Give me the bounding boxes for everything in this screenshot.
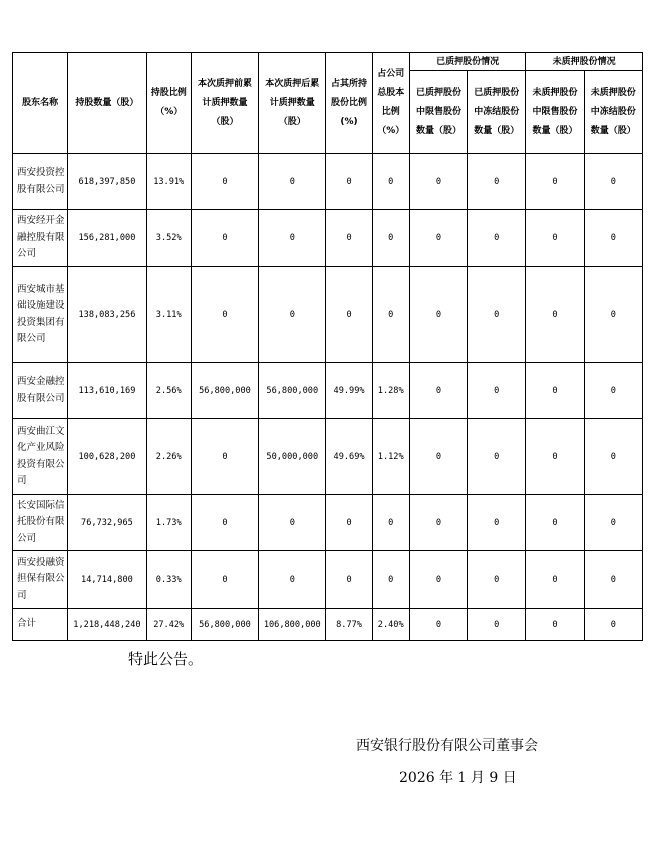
- own-ratio-cell: 0: [326, 551, 372, 609]
- table-row: [13, 363, 643, 419]
- unpledged-restricted-cell: 0: [526, 551, 584, 609]
- before-cell: 0: [191, 210, 258, 267]
- unpledged-restricted-cell: 0: [526, 495, 584, 551]
- unpledged-restricted-cell: 0: [526, 267, 584, 363]
- header-after: 本次质押后累计质押数量（股）: [259, 53, 326, 154]
- ratio-cell: 13.91%: [146, 154, 191, 210]
- total-ratio-cell: 0: [372, 267, 409, 363]
- own-ratio-cell: 0: [326, 495, 372, 551]
- shareholder-name: 西安经开金融控股有限公司: [13, 210, 68, 267]
- own-ratio-cell: 0: [326, 267, 372, 363]
- header-ratio: 持股比例（%）: [146, 53, 191, 154]
- after-cell: 106,800,000: [259, 609, 326, 641]
- header-unpledged-frozen: 未质押股份中冻结股份数量（股）: [584, 71, 642, 154]
- pledged-restricted-cell: 0: [409, 154, 467, 210]
- pledged-restricted-cell: 0: [409, 551, 467, 609]
- before-cell: 0: [191, 267, 258, 363]
- table-row: [13, 551, 643, 609]
- after-cell: 0: [259, 495, 326, 551]
- pledged-frozen-cell: 0: [468, 419, 526, 495]
- total-ratio-cell: 0: [372, 210, 409, 267]
- header-unpledged-group: 未质押股份情况: [526, 53, 643, 71]
- before-cell: 0: [191, 551, 258, 609]
- after-cell: 0: [259, 154, 326, 210]
- before-cell: 0: [191, 154, 258, 210]
- ratio-cell: 2.26%: [146, 419, 191, 495]
- unpledged-frozen-cell: 0: [584, 267, 642, 363]
- total-row: [13, 609, 643, 641]
- shares-cell: 76,732,965: [68, 495, 146, 551]
- total-ratio-cell: 0: [372, 495, 409, 551]
- after-cell: 50,000,000: [259, 419, 326, 495]
- header-pledged-frozen: 已质押股份中冻结股份数量（股）: [468, 71, 526, 154]
- unpledged-frozen-cell: 0: [584, 210, 642, 267]
- total-ratio-cell: 0: [372, 154, 409, 210]
- ratio-cell: 27.42%: [146, 609, 191, 641]
- announcement-date: 2026 年 1 月 9 日: [399, 770, 517, 786]
- ratio-cell: 0.33%: [146, 551, 191, 609]
- table-row: [13, 495, 643, 551]
- shares-cell: 1,218,448,240: [68, 609, 146, 641]
- shares-cell: 14,714,800: [68, 551, 146, 609]
- header-shares: 持股数量（股）: [68, 53, 146, 154]
- ratio-cell: 1.73%: [146, 495, 191, 551]
- shareholder-name: 西安城市基础设施建设投资集团有限公司: [13, 267, 68, 363]
- unpledged-restricted-cell: 0: [526, 210, 584, 267]
- total-label: 合计: [13, 609, 68, 641]
- pledged-frozen-cell: 0: [468, 210, 526, 267]
- shares-cell: 156,281,000: [68, 210, 146, 267]
- shareholder-name: 长安国际信托股份有限公司: [13, 495, 68, 551]
- unpledged-frozen-cell: 0: [584, 495, 642, 551]
- pledged-restricted-cell: 0: [409, 495, 467, 551]
- header-unpledged-restricted: 未质押股份中限售股份数量（股）: [526, 71, 584, 154]
- shareholder-pledge-table: [12, 52, 643, 641]
- unpledged-frozen-cell: 0: [584, 609, 642, 641]
- pledged-restricted-cell: 0: [409, 267, 467, 363]
- before-cell: 0: [191, 495, 258, 551]
- after-cell: 0: [259, 210, 326, 267]
- shares-cell: 618,397,850: [68, 154, 146, 210]
- pledged-frozen-cell: 0: [468, 154, 526, 210]
- ratio-cell: 3.52%: [146, 210, 191, 267]
- pledged-restricted-cell: 0: [409, 609, 467, 641]
- signer-board: 西安银行股份有限公司董事会: [356, 738, 538, 754]
- own-ratio-cell: 8.77%: [326, 609, 372, 641]
- total-ratio-cell: 1.28%: [372, 363, 409, 419]
- pledged-frozen-cell: 0: [468, 363, 526, 419]
- pledged-restricted-cell: 0: [409, 210, 467, 267]
- pledged-restricted-cell: 0: [409, 363, 467, 419]
- ratio-cell: 2.56%: [146, 363, 191, 419]
- header-total-ratio: 占公司总股本比例（%）: [372, 53, 409, 154]
- announcement-note: 特此公告。: [128, 650, 204, 668]
- shares-cell: 100,628,200: [68, 419, 146, 495]
- before-cell: 0: [191, 419, 258, 495]
- header-pledged-restricted: 已质押股份中限售股份数量（股）: [409, 71, 467, 154]
- own-ratio-cell: 49.99%: [326, 363, 372, 419]
- before-cell: 56,800,000: [191, 609, 258, 641]
- pledged-frozen-cell: 0: [468, 609, 526, 641]
- pledged-restricted-cell: 0: [409, 419, 467, 495]
- shareholder-name: 西安曲江文化产业风险投资有限公司: [13, 419, 68, 495]
- own-ratio-cell: 49.69%: [326, 419, 372, 495]
- table-row: [13, 154, 643, 210]
- shareholder-name: 西安投融资担保有限公司: [13, 551, 68, 609]
- total-ratio-cell: 2.40%: [372, 609, 409, 641]
- pledged-frozen-cell: 0: [468, 267, 526, 363]
- total-ratio-cell: 1.12%: [372, 419, 409, 495]
- header-before: 本次质押前累计质押数量（股）: [191, 53, 258, 154]
- header-pledged-group: 已质押股份情况: [409, 53, 526, 71]
- shareholder-name: 西安投资控股有限公司: [13, 154, 68, 210]
- unpledged-frozen-cell: 0: [584, 419, 642, 495]
- before-cell: 56,800,000: [191, 363, 258, 419]
- unpledged-restricted-cell: 0: [526, 419, 584, 495]
- table-row: [13, 210, 643, 267]
- own-ratio-cell: 0: [326, 154, 372, 210]
- total-ratio-cell: 0: [372, 551, 409, 609]
- after-cell: 56,800,000: [259, 363, 326, 419]
- ratio-cell: 3.11%: [146, 267, 191, 363]
- after-cell: 0: [259, 551, 326, 609]
- header-own-ratio: 占其所持股份比例(%): [326, 53, 372, 154]
- unpledged-frozen-cell: 0: [584, 154, 642, 210]
- own-ratio-cell: 0: [326, 210, 372, 267]
- header-shareholder: 股东名称: [13, 53, 68, 154]
- shareholder-name: 西安金融控股有限公司: [13, 363, 68, 419]
- table-row: [13, 267, 643, 363]
- unpledged-restricted-cell: 0: [526, 154, 584, 210]
- unpledged-restricted-cell: 0: [526, 609, 584, 641]
- after-cell: 0: [259, 267, 326, 363]
- pledged-frozen-cell: 0: [468, 495, 526, 551]
- table-row: [13, 419, 643, 495]
- unpledged-frozen-cell: 0: [584, 551, 642, 609]
- shares-cell: 113,610,169: [68, 363, 146, 419]
- unpledged-frozen-cell: 0: [584, 363, 642, 419]
- pledged-frozen-cell: 0: [468, 551, 526, 609]
- shares-cell: 138,083,256: [68, 267, 146, 363]
- unpledged-restricted-cell: 0: [526, 363, 584, 419]
